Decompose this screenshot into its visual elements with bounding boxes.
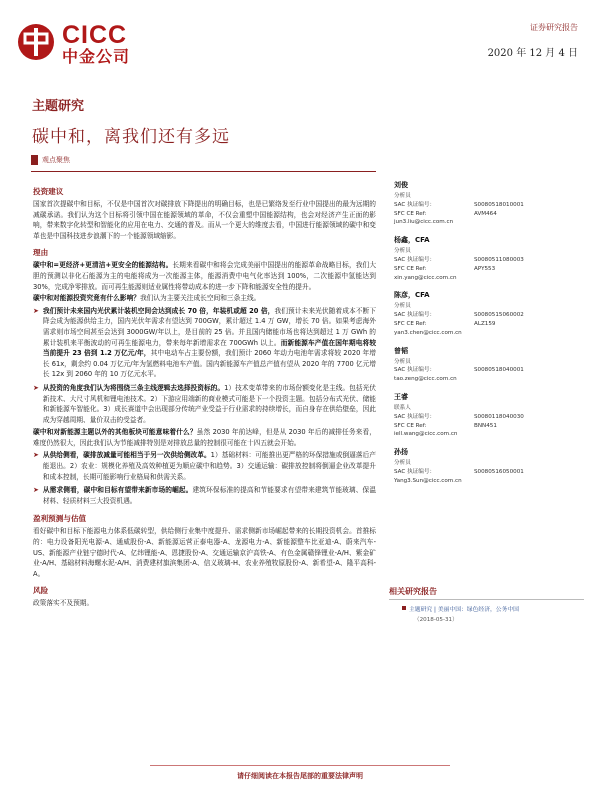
reason-p1-text: 长期来看碳中和将会完成美丽中国提出的能源革命战略目标，我们大胆的预测以非化石能源为主的电能将成为一次能源主体，能源消费中电气化率达到 100%，二次能源中氢能达到 30%，完成净零排放。而可再生能源则适业属性将带动成本的进一步下降和能源安全性的提升。 xyxy=(33,261,377,291)
logo-text-en: CICC xyxy=(62,21,128,49)
analyst-email[interactable]: iell.wang@cicc.com.cn xyxy=(394,431,458,438)
reason-p2-text: 我们认为主要关注成长空间和三条主线。 xyxy=(140,294,261,303)
bullet-text xyxy=(43,485,376,506)
bullet-arrow-icon: ➤ xyxy=(33,383,39,392)
sac-label: SAC 执证编号： xyxy=(394,367,436,374)
sfc-label: SFC CE Ref: xyxy=(394,320,427,327)
analyst-role: 分析员 xyxy=(394,303,411,310)
risk-heading: 风险 xyxy=(33,586,49,596)
bullet-1-bold-2: 而新能源车产值在国年期电将较当前提升 23 倍到 1.2 万亿元/年， xyxy=(42,338,377,358)
related-reports-title: 相关研究报告 xyxy=(389,587,437,596)
footer-divider xyxy=(150,765,450,766)
bullet-text xyxy=(43,450,376,482)
reason-p2-bold: 碳中和对能源投资究竟有什么影响？ xyxy=(33,294,140,303)
analyst-card xyxy=(394,346,584,384)
analyst-sac xyxy=(394,366,584,375)
bullet-item xyxy=(33,306,376,381)
bullet-arrow-icon: ➤ xyxy=(33,451,39,460)
analyst-role: 分析员 xyxy=(394,460,411,467)
sac-label: SAC 执证编号： xyxy=(394,201,436,208)
bullet-2-text: 1）技术变革带来的市场份额变化是主线。包括光伏新技术、大尺寸风机和锂电池技术。2）下游应用端新的商业模式可能是下一个投资主题。包括分布式光伏、储能和新能源车智能化。3）成长赛道中会出现部分传统产业受益于行业需求的持续增长，而自身存在供给壁垒，因此成为穿越周期、量价双击的受益者。 xyxy=(42,383,376,424)
analyst-name: 曾韬 xyxy=(394,346,408,355)
related-reports-divider xyxy=(389,599,584,600)
sfc-value: APY553 xyxy=(474,265,496,272)
bullet-4-text: 建筑环保标准的提高和节能要求有望带来建筑节能玻璃、保温材料、轻质材料三大投资机遇。 xyxy=(42,486,377,505)
analyst-sidebar xyxy=(394,180,584,494)
earnings-p1: 看好碳中和目标下能源电力体系低碳转型，供给侧行业集中度提升、需求侧新市场崛起带来的长期投资机会。 xyxy=(33,527,356,536)
main-column xyxy=(33,180,376,610)
sac-value: S0080118040030 xyxy=(474,413,524,420)
section-tag-marker xyxy=(31,155,38,165)
report-series: 主题研究 xyxy=(32,99,85,114)
analyst-sac xyxy=(394,201,584,210)
related-report-date: （2018-05-31） xyxy=(414,617,458,623)
analyst-card xyxy=(394,235,584,282)
cicc-logo xyxy=(16,22,166,67)
analyst-name: 刘俊 xyxy=(394,181,408,189)
analyst-name: 杨鑫，CFA xyxy=(394,236,430,245)
analyst-sfc xyxy=(394,265,584,274)
sac-value: S0080511080003 xyxy=(474,256,524,263)
sac-label: SAC 执证编号： xyxy=(394,256,436,263)
bullet-4-bold: 从需求侧看，碳中和目标有望带来新市场的崛起。 xyxy=(42,486,193,495)
bullet-3-bold: 从供给侧看，碳排放减量可能相当于另一次供给侧改革。 xyxy=(42,451,211,460)
report-type: 证券研究报告 xyxy=(530,23,578,32)
analyst-card xyxy=(394,290,584,337)
reason-paragraph-3 xyxy=(33,427,376,448)
analyst-email[interactable]: Yang3.Sun@cicc.com.cn xyxy=(394,477,462,484)
analyst-email[interactable]: tao.zeng@cicc.com.cn xyxy=(394,376,457,383)
reason-p3-text: 虽然 2030 年前达峰，但是从 2030 年后的减排任务来看，难度仍然很大，因此我们认为节能减排特别是对排放总量的控制很可能在十四五就会开始。 xyxy=(33,428,376,447)
bullet-arrow-icon: ➤ xyxy=(33,306,39,315)
analyst-role: 联系人 xyxy=(394,404,411,411)
sac-value: S0080518040001 xyxy=(474,367,524,374)
bullet-arrow-icon: ➤ xyxy=(33,486,39,495)
reason-p1-bold: 碳中和=更经济+更清洁+更安全的能源结构。 xyxy=(33,261,173,270)
reason-p3-bold: 碳中和对新能源主题以外的其他板块可能意味着什么？ xyxy=(33,428,197,437)
analyst-card xyxy=(394,447,584,485)
analyst-name: 孙扬 xyxy=(394,448,408,457)
sfc-label: SFC CE Ref: xyxy=(394,210,427,217)
legal-notice: 请仔细阅读在本报告尾部的重要法律声明 xyxy=(237,771,363,780)
earnings-paragraph xyxy=(33,526,376,579)
risk-paragraph: 政策落实不及预期。 xyxy=(33,599,94,608)
analyst-email[interactable]: jun3.liu@cicc.com.cn xyxy=(394,219,454,226)
sfc-value: BNN451 xyxy=(474,422,497,429)
analyst-email[interactable]: yan3.chen@cicc.com.cn xyxy=(394,329,462,336)
logo-text-cn: 中金公司 xyxy=(62,47,131,66)
reason-paragraph-1 xyxy=(33,260,376,292)
header-divider xyxy=(31,171,376,172)
bullet-item xyxy=(33,450,376,483)
analyst-sfc xyxy=(394,422,584,431)
sac-label: SAC 执证编号： xyxy=(394,468,436,475)
analyst-role: 分析员 xyxy=(394,358,411,365)
related-report-link[interactable] xyxy=(402,604,582,613)
earnings-p2: 首推标的：电力设备阳光电源-A、通威股份-A、新能源运营正泰电器-A、龙源电力-A、新能源整车比亚迪-A、蔚来汽车-US、新能源产业链宁德时代-A、亿纬锂能-A、恩捷股份-A、交通运输京沪高铁-A、有色金属赣锋锂业-A/H、紫金矿业-A/H、基础材料海螺水泥-A/H、消费建材旗滨集团-A、信义玻璃-H、农业养殖牧原股份-A、新希望-A、隆平高科-A。 xyxy=(33,527,376,578)
bullet-1-text: 我们预计未来光伏随着成本不断下降会成为能源供给主力，国内光伏年需求有望达到 700GW，累计超过 1.4 万 GW，增长 70 倍。如果考虑海外需求则市场空间甚至会达到 3000GW/年以上，是目前的 25 倍。并且国内储能市场也将达到超过 1 万 GWh 的累计装机来平衡波动的可再生能源电力，带来每年新增需求在 700GWh 以上。 xyxy=(42,306,376,347)
section-tag-label: 观点聚焦 xyxy=(42,156,70,164)
related-report-item xyxy=(402,604,582,623)
bullet-item xyxy=(33,485,376,507)
sac-value: S0080518010001 xyxy=(474,201,524,208)
investment-paragraph: 国家首次提碳中和目标，不仅是中国首次对碳排放下降提出的明确目标，也是已繁络发至行业中国提出的最为远期的减碳承诺。我们认为这个目标将引领中国在能源领域的革命，不仅会重塑中国能源结构，也会对经济产生正面的影响，带来数字化转型和智能化的应用在电力、交通的普及。而从一个更大的维度去看，中国进行能源领域的碳中和变革也是中国科技进步浪潮下的一个能源领域缩影。 xyxy=(33,200,376,240)
analyst-sac xyxy=(394,468,584,477)
investment-heading: 投资建议 xyxy=(33,187,64,196)
analyst-sfc xyxy=(394,320,584,329)
bullet-text xyxy=(43,383,376,425)
sfc-label: SFC CE Ref: xyxy=(394,265,427,272)
bullet-3-text: 1）基础材料：可能推出更严格的环保措施或倒逼落后产能退出。2）农业：规模化养殖及高效种植更为顺应碳中和趋势。3）交通运输：碳排放控制将倒逼企业改革提升和成本控制，长期可能影响行业格局和供需关系。 xyxy=(42,451,376,481)
analyst-sac xyxy=(394,413,584,422)
analyst-email[interactable]: xin.yang@cicc.com.cn xyxy=(394,274,457,281)
bullet-2-bold: 从投资的角度我们认为将围绕三条主线逻辑去选择投资标的。 xyxy=(42,383,225,392)
analyst-role: 分析员 xyxy=(394,248,411,255)
analyst-card xyxy=(394,392,584,439)
bullet-1-bold: 我们预计未来国内光伏累计装机空间会达到成长 70 倍，年装机或超 20 倍， xyxy=(42,306,275,315)
square-bullet-icon xyxy=(402,606,406,610)
analyst-name: 陈彦，CFA xyxy=(394,291,430,300)
section-tag xyxy=(31,155,70,165)
analyst-role: 分析员 xyxy=(394,193,411,199)
analyst-sac xyxy=(394,311,584,320)
sac-label: SAC 执证编号： xyxy=(394,312,436,319)
report-title: 碳中和，离我们还有多远 xyxy=(32,127,230,147)
sac-value: S0080516050001 xyxy=(474,468,524,475)
reason-paragraph-2 xyxy=(33,293,376,304)
cicc-logo-icon xyxy=(16,22,56,62)
analyst-sfc xyxy=(394,210,584,219)
reason-heading: 理由 xyxy=(33,248,49,258)
analyst-card xyxy=(394,180,584,227)
sfc-value: ALZ159 xyxy=(474,320,496,327)
sac-value: S0080515060002 xyxy=(474,312,524,319)
earnings-heading: 盈利预测与估值 xyxy=(33,514,87,524)
analyst-name: 王睿 xyxy=(394,392,408,401)
bullet-1-tail: 其中电动车占主要份额，我们预计 2060 年动力电池年需求将较 2020 年增长 61x，剩余约 0.04 万亿元/年为氢燃料电池车产值。国内新能源车产值总产值有望从 2020 年的 7700 亿元增长 12x 到 2060 年的 10 万亿元水平。 xyxy=(42,349,376,379)
sfc-label: SFC CE Ref: xyxy=(394,422,427,429)
sfc-value: AVM464 xyxy=(474,210,497,217)
report-date: 2020 年 12 月 4 日 xyxy=(487,48,578,59)
bullet-item xyxy=(33,383,376,426)
sac-label: SAC 执证编号： xyxy=(394,413,436,420)
bullet-text xyxy=(43,306,376,380)
analyst-sac xyxy=(394,256,584,265)
related-report-link-text: 主题研究 | 美丽中国：绿色经济，公务中国 xyxy=(409,607,519,613)
